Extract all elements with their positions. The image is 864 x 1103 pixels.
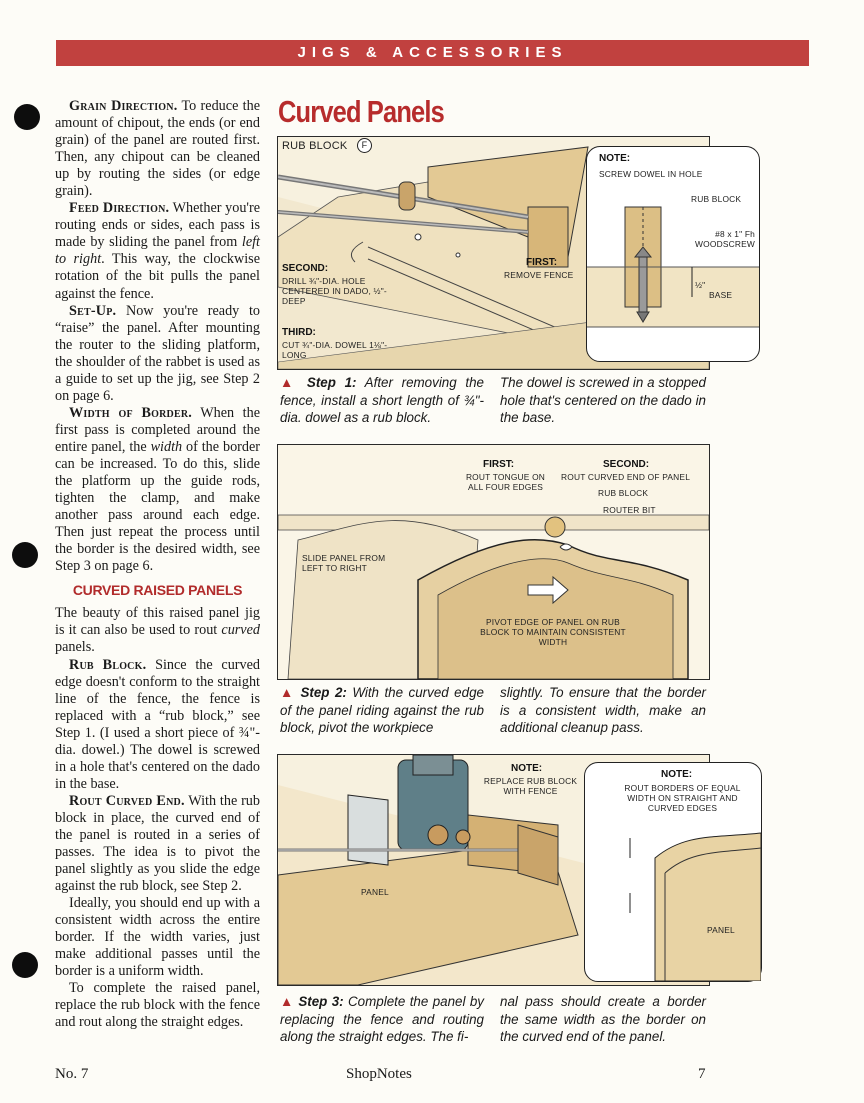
paragraph: Ideally, you should end up with a consistent width across the entire border. If the width varies, just make additional passes until the border is a uniform width. — [55, 895, 260, 980]
paragraph: Width of Border. When the first pass is completed around the entire panel, the width of the border can be increased. To do this, slide the platform up the guide rods, tighten the clamp, and make another pass around each edge. Then just repeat the process until the border is the desired width, see Step 3 on page 6. — [55, 404, 260, 575]
caption-step-3-cont: nal pass should create a border the same width as the border on the curved end of the panel. — [500, 994, 706, 1044]
base-label: BASE — [709, 290, 733, 300]
paragraph: Feed Direction. Whether you're routing ends or sides, each pass is made by sliding the panel from left to right. This way, the clockwise rotation of the bit pulls the panel against the fence. — [55, 200, 260, 302]
page-number: 7 — [698, 1066, 706, 1082]
callout-badge: F — [357, 138, 372, 153]
figure-step-2 — [277, 444, 710, 680]
note-rub-block-label: RUB BLOCK — [691, 194, 742, 204]
binder-hole — [12, 952, 38, 978]
triangle-icon: ▲ — [280, 685, 295, 700]
paragraph: Grain Direction. To reduce the amount of chipout, the ends (or end grain) of the panel are routed first. Then, any chipout can be cleaned up by routing the sides (or edge grain). — [55, 98, 260, 200]
router-bit-label: ROUTER BIT — [603, 505, 656, 515]
second-step-title: SECOND: — [603, 459, 650, 470]
note-title: NOTE: — [661, 769, 693, 780]
note-title: NOTE: — [511, 763, 543, 774]
third-step-text: CUT ¾"-DIA. DOWEL 1⅛"-LONG — [282, 340, 388, 360]
binder-hole — [14, 104, 40, 130]
slide-panel-label: SLIDE PANEL FROM LEFT TO RIGHT — [302, 553, 386, 573]
rub-block-label: RUB BLOCK — [282, 140, 348, 152]
caption-step-1-cont: The dowel is screwed in a stopped hole that's centered on the dado in the base. — [500, 375, 706, 425]
rub-block-label: RUB BLOCK — [598, 488, 649, 498]
paragraph: To complete the raised panel, replace the rub block with the fence and rout along the straight edges. — [55, 980, 260, 1031]
third-step-title: THIRD: — [282, 327, 316, 338]
subhead: CURVED RAISED PANELS — [72, 582, 243, 599]
second-step-text: ROUT CURVED END OF PANEL — [561, 472, 691, 482]
paragraph: Rub Block. Since the curved edge doesn't conform to the straight line of the fence, the fence is replaced with a “rub block,” see Step 1. (I used a short piece of ¾"-dia. dowel.) The dowel is screwed in a hole that's centered on the dado in the base. — [55, 656, 260, 792]
second-step-title: SECOND: — [282, 263, 329, 274]
panel-label: PANEL — [361, 887, 389, 897]
article-title: Curved Panels — [278, 94, 444, 129]
triangle-icon: ▲ — [280, 375, 299, 390]
first-step-text: REMOVE FENCE — [504, 270, 574, 280]
caption-step-2-cont: slightly. To ensure that the border is a consistent width, make an additional cleanup pass. — [500, 685, 706, 735]
issue-number: No. 7 — [55, 1066, 89, 1082]
magazine-name: ShopNotes — [346, 1066, 412, 1082]
note-text: ROUT BORDERS OF EQUAL WIDTH ON STRAIGHT AND CURVED EDGES — [624, 783, 741, 813]
first-step-text: ROUT TONGUE ON ALL FOUR EDGES — [465, 472, 546, 492]
dowel-cross-section — [587, 147, 759, 361]
triangle-icon: ▲ — [280, 994, 294, 1009]
section-header: JIGS & ACCESSORIES — [297, 44, 568, 61]
caption-step-2: ▲ Step 2: With the curved edge of the panel riding against the rub block, pivot the workpiece — [280, 685, 484, 735]
note-text: SCREW DOWEL IN HOLE — [599, 169, 703, 179]
binder-hole — [12, 542, 38, 568]
depth-dimension: ½" — [695, 280, 706, 290]
second-step-text: DRILL ¾"-DIA. HOLE CENTERED IN DADO, ½"-DEEP — [282, 276, 387, 306]
note-title: NOTE: — [599, 153, 631, 164]
caption-step-3: ▲ Step 3: Complete the panel by replacing the fence and routing along the straight edges. The fi- — [280, 994, 484, 1044]
note-text: REPLACE RUB BLOCK WITH FENCE — [483, 776, 578, 796]
first-step-title: FIRST: — [483, 459, 515, 470]
paragraph: The beauty of this raised panel jig is it can also be used to rout curved panels. — [55, 605, 260, 656]
panel-label: PANEL — [707, 925, 735, 935]
paragraph: Rout Curved End. With the rub block in place, the curved end of the panel is routed in a series of passes. The idea is to pivot the panel slightly as you slide the edge against the rub block, see Step 2. — [55, 792, 260, 895]
first-step-title: FIRST: — [526, 257, 558, 268]
pivot-edge-label: PIVOT EDGE OF PANEL ON RUB BLOCK TO MAINTAIN CONSISTENT WIDTH — [480, 617, 626, 647]
note-box-borders — [584, 762, 762, 982]
woodscrew-label: #8 x 1" Fh WOODSCREW — [695, 229, 755, 249]
body-text-column — [55, 98, 260, 1032]
note-box-dowel — [586, 146, 760, 362]
paragraph: Set-Up. Now you're ready to “raise” the panel. After mounting the router to the sliding platform, the shoulder of the rabbet is used as a guide to set up the jig, see Step 2 on page 6. — [55, 302, 260, 404]
caption-step-1: ▲ Step 1: After removing the fence, install a short length of ¾"-dia. dowel as a rub block. — [280, 375, 484, 425]
